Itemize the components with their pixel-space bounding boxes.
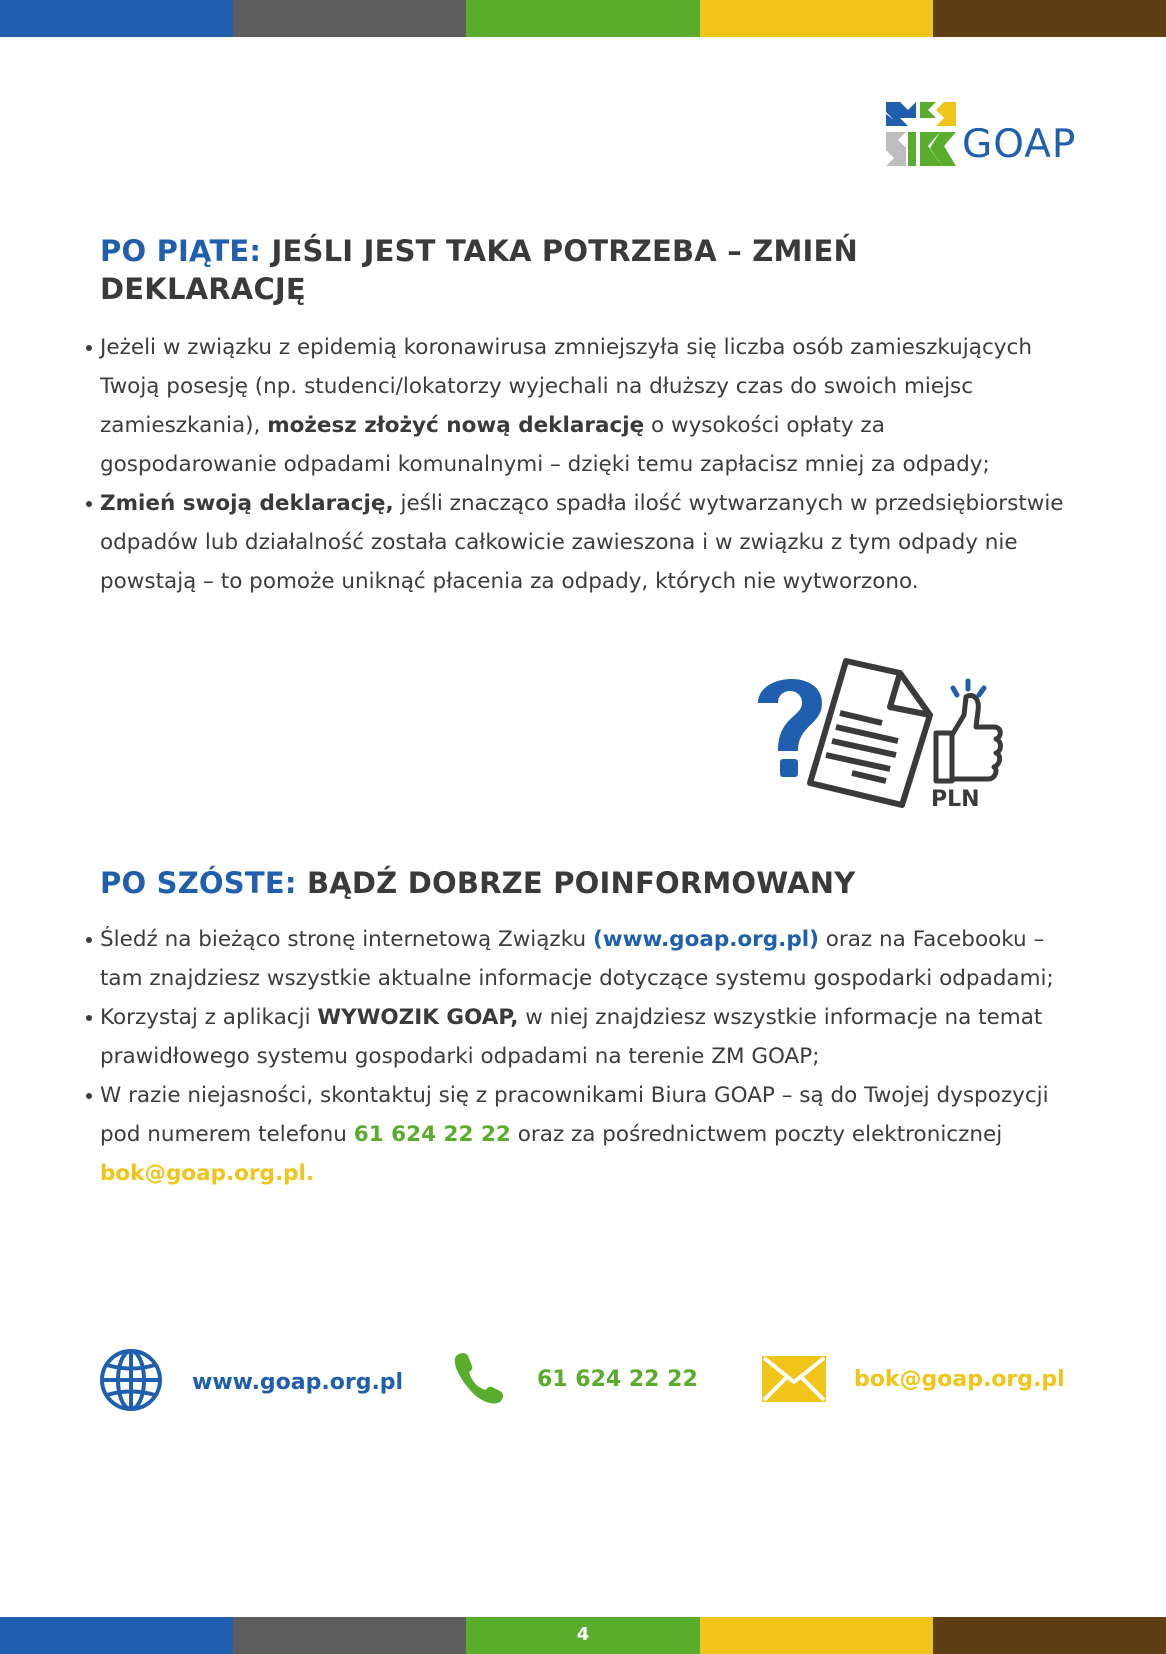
stripe-yellow <box>700 1617 933 1654</box>
bullet-text: W razie niejasności, skontaktuj się z pracownikami Biura GOAP – są do Twojej dyspozycji pod numerem telefonu <box>100 1083 1049 1147</box>
bullet-text: Korzystaj z aplikacji <box>100 1005 311 1030</box>
bullet-bold-text: Zmień swoją deklarację, <box>100 491 394 516</box>
section6-bullet-list <box>83 920 1068 1193</box>
globe-icon <box>99 1348 163 1412</box>
stripe-blue <box>0 1617 233 1654</box>
bullet-bold-text: WYWOZIK GOAP, <box>317 1005 519 1030</box>
goap-logo-mark-icon <box>884 100 958 170</box>
stripe-blue <box>0 0 233 37</box>
email-link[interactable]: bok@goap.org.pl. <box>100 1161 315 1186</box>
contact-website[interactable]: www.goap.org.pl <box>192 1370 404 1395</box>
phone-icon <box>450 1350 506 1406</box>
stripe-gray <box>233 0 466 37</box>
section6-prefix: PO SZÓSTE: <box>100 866 297 900</box>
stripe-brown <box>933 1617 1166 1654</box>
bullet-bold-text: możesz złożyć nową deklarację <box>267 413 645 438</box>
stripe-brown <box>933 0 1166 37</box>
list-item <box>83 998 1068 1076</box>
bullet-text: oraz za pośrednictwem poczty elektronicznej <box>517 1122 1003 1147</box>
thumbs-up-icon <box>936 681 1001 781</box>
goap-logo <box>884 100 1077 170</box>
top-color-stripe <box>0 0 1166 37</box>
section5-prefix: PO PIĄTE: <box>100 234 262 268</box>
contact-phone[interactable]: 61 624 22 22 <box>537 1367 698 1392</box>
stripe-gray <box>233 1617 466 1654</box>
list-item <box>83 484 1068 601</box>
logo-text: GOAP <box>962 122 1077 167</box>
pln-label: PLN <box>931 787 980 812</box>
section6-heading <box>100 864 1050 902</box>
stripe-green <box>466 1617 699 1654</box>
bullet-text: Jeżeli w związku z epidemią koronawirusa zmniejszyła się liczba osób zamieszkujących Twoją posesję (np. studenci/lokatorzy wyjechali na dłuższy czas do swoich miejsc zamieszkania), <box>100 335 1032 438</box>
bullet-text: jeśli znacząco spadła ilość wytwarzanych w przedsiębiorstwie odpadów lub działalność została całkowicie zawieszona i w związku z tym odpady nie powstają – to pomoże uniknąć płacenia za odpady, których nie wytworzono. <box>100 491 1064 594</box>
envelope-icon <box>762 1356 826 1402</box>
list-item <box>83 920 1068 998</box>
bullet-text: o wysokości opłaty za gospodarowanie odpadami komunalnymi – dzięki temu zapłacisz mniej za odpady; <box>100 413 990 477</box>
question-mark-icon <box>758 679 822 777</box>
bullet-text: Śledź na bieżąco stronę internetową Związku <box>100 927 587 952</box>
document-icon <box>810 661 930 805</box>
bottom-color-stripe <box>0 1617 1166 1654</box>
stripe-yellow <box>700 0 933 37</box>
list-item <box>83 328 1068 484</box>
contact-email[interactable]: bok@goap.org.pl <box>854 1367 1065 1392</box>
section6-title: BĄDŹ DOBRZE POINFORMOWANY <box>306 866 856 900</box>
section5-heading <box>100 232 1050 308</box>
bullet-text: w niej znajdziesz wszystkie informacje na temat prawidłowego systemu gospodarki odpadami na terenie ZM GOAP; <box>100 1005 1043 1069</box>
phone-number[interactable]: 61 624 22 22 <box>353 1122 511 1147</box>
bullet-text: oraz na Facebooku – tam znajdziesz wszystkie aktualne informacje dotyczące systemu gospodarki odpadami; <box>100 927 1054 991</box>
section5-bullet-list <box>83 328 1068 601</box>
page-number: 4 <box>576 1624 590 1645</box>
website-link[interactable]: (www.goap.org.pl) <box>592 927 819 952</box>
list-item <box>83 1076 1068 1193</box>
stripe-green <box>466 0 699 37</box>
section5-title: JEŚLI JEST TAKA POTRZEBA – ZMIEŃ DEKLARACJĘ <box>100 234 858 306</box>
